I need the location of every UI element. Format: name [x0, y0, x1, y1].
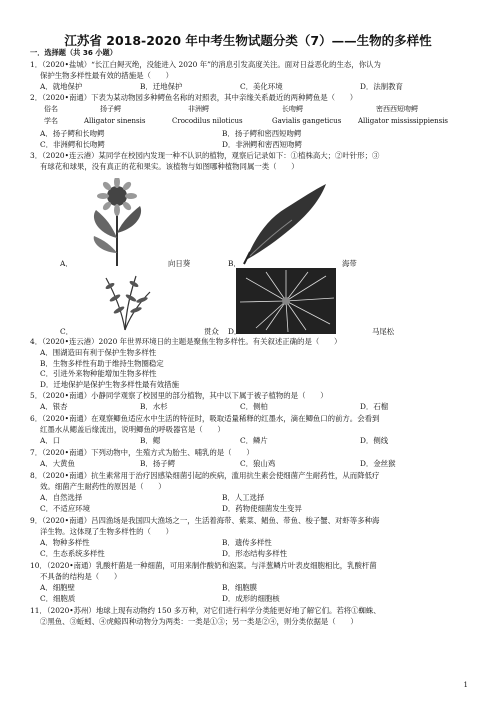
- question-10-text-cont: 不具备的结构是（ ）: [40, 571, 122, 581]
- table-cell: 密西西短吻鳄: [376, 105, 418, 113]
- question-8-text-cont: 效。细菌产生耐药性的原因是（ ）: [40, 481, 166, 491]
- option-a: A．就地保护: [40, 82, 83, 91]
- option-c-label: C．: [60, 327, 74, 336]
- question-5: [30, 391, 470, 402]
- option-b: B．人工选择: [222, 493, 265, 502]
- question-4-text: 4．（2020•连云港）2020 年世界环境日的主题是聚焦生物多样性。有关叙述正确的是（ ）: [30, 337, 342, 346]
- option-a-name: 向日葵: [168, 259, 191, 268]
- option-d: D．药物使细菌发生变异: [222, 503, 302, 513]
- question-11-text: 11．（2020•苏州）地球上现有动物约 150 多万种，对它们进行科学分类能更好地了解它们。若将①蜘蛛、: [30, 606, 381, 615]
- option-d: D．法制教育: [360, 82, 403, 91]
- option-a: A．围湖造田有利于保护生物多样性: [40, 348, 157, 357]
- question-4: [30, 337, 470, 348]
- question-11: [30, 606, 470, 627]
- table-cell: 扬子鳄: [100, 105, 121, 113]
- question-10-text: 10．（2020•南通）乳酸杆菌是一种细菌，可用来制作酸奶和泡菜。与洋葱鳞片叶表皮细胞相比，乳酸杆菌: [30, 561, 377, 570]
- table-cell: Alligator sinensis: [84, 117, 146, 125]
- question-3-text-cont: 有球花和球果，没有真正的花和果实。该植物与如图哪种植物同属一类（ ）: [40, 161, 299, 171]
- option-d: D．非洲鳄和密西短吻鳄: [222, 139, 302, 149]
- question-3-text: 3．（2020•连云港）某同学在校园内发现一种不认识的植物，观察后记录如下：①植株高大；②叶针形；③: [30, 151, 380, 160]
- page-number: 1: [463, 681, 468, 689]
- question-1: [30, 60, 470, 81]
- question-10: [30, 561, 470, 582]
- question-5-text: 5．（2020•南通）小静同学观察了校园里的部分植物，其中以下属于被子植物的是（ ）: [30, 391, 328, 400]
- option-b: B．迁地保护: [140, 82, 183, 91]
- question-11-text-cont: ②黑鱼、③蚯蚓、④虎鲸四种动物分为两类：一类是①③；另一类是②④，则分类依据是（ ）: [40, 616, 358, 626]
- option-a: A．扬子鳄和长吻鳄: [40, 129, 105, 138]
- option-c: C．引进外来物种能增加生物多样性: [40, 369, 157, 379]
- option-d: D．石榴: [360, 402, 389, 411]
- option-b: B．扬子鳄: [140, 459, 175, 468]
- question-9: [30, 516, 470, 537]
- option-d: D．形态结构多样性: [222, 548, 288, 558]
- table-cell: Gavialis gangeticus: [272, 117, 342, 125]
- option-d: D．迁地保护是保护生物多样性最有效措施: [40, 379, 179, 389]
- option-a: A．口: [40, 436, 61, 445]
- question-9-text-cont: 洋生物。这体现了生物多样性的（ ）: [40, 526, 174, 536]
- option-c: C．侧柏: [240, 402, 268, 411]
- question-9-text: 9．（2020•南通）吕四渔场是我国四大渔场之一，生活着海带、紫菜、鲳鱼、带鱼、梭子蟹、对虾等多种海: [30, 516, 380, 525]
- question-1-text: 1．（2020•盐城）“长江白鲟灭绝，没能进入 2020 年”的消息引发高度关注。面对日益恶化的生态，你认为: [30, 60, 381, 69]
- option-c: C．生态系统多样性: [40, 548, 105, 558]
- pine-image: [236, 268, 336, 334]
- option-d: D．成形的细胞核: [222, 593, 280, 603]
- table-cell: 非洲鳄: [188, 105, 209, 113]
- option-b-label: B．: [228, 259, 241, 268]
- sunflower-image: [82, 178, 152, 266]
- question-8: [30, 471, 470, 492]
- question-2: [30, 93, 470, 104]
- table-cell: 俗名: [44, 105, 58, 113]
- page-title: 江苏省 2018-2020 年中考生物试题分类（7）——生物的多样性: [64, 33, 432, 48]
- option-d: D．侧线: [360, 436, 389, 445]
- option-d: D．金丝猴: [360, 459, 396, 468]
- option-b: B．水杉: [140, 402, 168, 411]
- option-a: A．大黄鱼: [40, 459, 75, 468]
- question-7-text: 7．（2020•南通）下列动物中，生殖方式为胎生、哺乳的是（ ）: [30, 448, 254, 457]
- option-b: B．鳃: [140, 436, 161, 445]
- option-d-label: D．: [228, 327, 242, 336]
- question-6: [30, 414, 470, 435]
- table-cell: 长吻鳄: [282, 105, 303, 113]
- option-c: C．细胞质: [40, 593, 76, 603]
- option-c-name: 贯众: [204, 327, 219, 336]
- section-heading: 一．选择题（共 36 小题）: [30, 48, 117, 57]
- option-b-name: 海带: [342, 259, 357, 268]
- option-c: C．狼山鸡: [240, 459, 276, 468]
- option-a: A．细胞壁: [40, 583, 75, 592]
- question-7: [30, 448, 470, 459]
- question-2-text: 2．（2020•南通）下表为某动物园多种鳄鱼名称的对照表，其中亲缘关系最近的两种鳄鱼是（ ）: [30, 93, 358, 102]
- option-a-label: A．: [60, 259, 73, 268]
- question-6-text: 6．（2020•南通）在观察鲫鱼适应水中生活的特征时，吸取适量稀释的红墨水，滴在鲫鱼口的前方。会看到: [30, 414, 380, 423]
- fern-image: [96, 272, 154, 332]
- option-c: C．不适应环境: [40, 503, 90, 513]
- table-cell: Crocodilus niloticus: [172, 117, 243, 125]
- question-3: [30, 151, 470, 172]
- kelp-image: [236, 180, 332, 266]
- option-a: A．物种多样性: [40, 538, 90, 547]
- question-8-text: 8．（2020•南通）抗生素常用于治疗因感染细菌引起的疾病，滥用抗生素会使细菌产生耐药性，从而降低疗: [30, 471, 380, 480]
- option-b: B．生物多样性有助于维持生物圈稳定: [40, 358, 164, 368]
- option-b: B．扬子鳄和密西短吻鳄: [222, 129, 302, 138]
- option-a: A．银杏: [40, 402, 68, 411]
- option-b: B．细胞膜: [222, 583, 257, 592]
- question-6-text-cont: 红墨水从鳃盖后缘流出，说明鲫鱼的呼吸器官是（ ）: [40, 424, 225, 434]
- option-c: C．鳞片: [240, 436, 268, 445]
- option-a: A．自然选择: [40, 493, 83, 502]
- option-b: B．遗传多样性: [222, 538, 272, 547]
- option-c: C．美化环境: [240, 82, 283, 91]
- option-c: C．非洲鳄和长吻鳄: [40, 139, 105, 149]
- question-1-text-cont: 保护生物多样性最有效的措施是（ ）: [40, 70, 174, 80]
- table-cell: 学名: [44, 117, 58, 125]
- table-cell: Alligator mississippiensis: [358, 117, 449, 125]
- option-d-name: 马尾松: [372, 327, 395, 336]
